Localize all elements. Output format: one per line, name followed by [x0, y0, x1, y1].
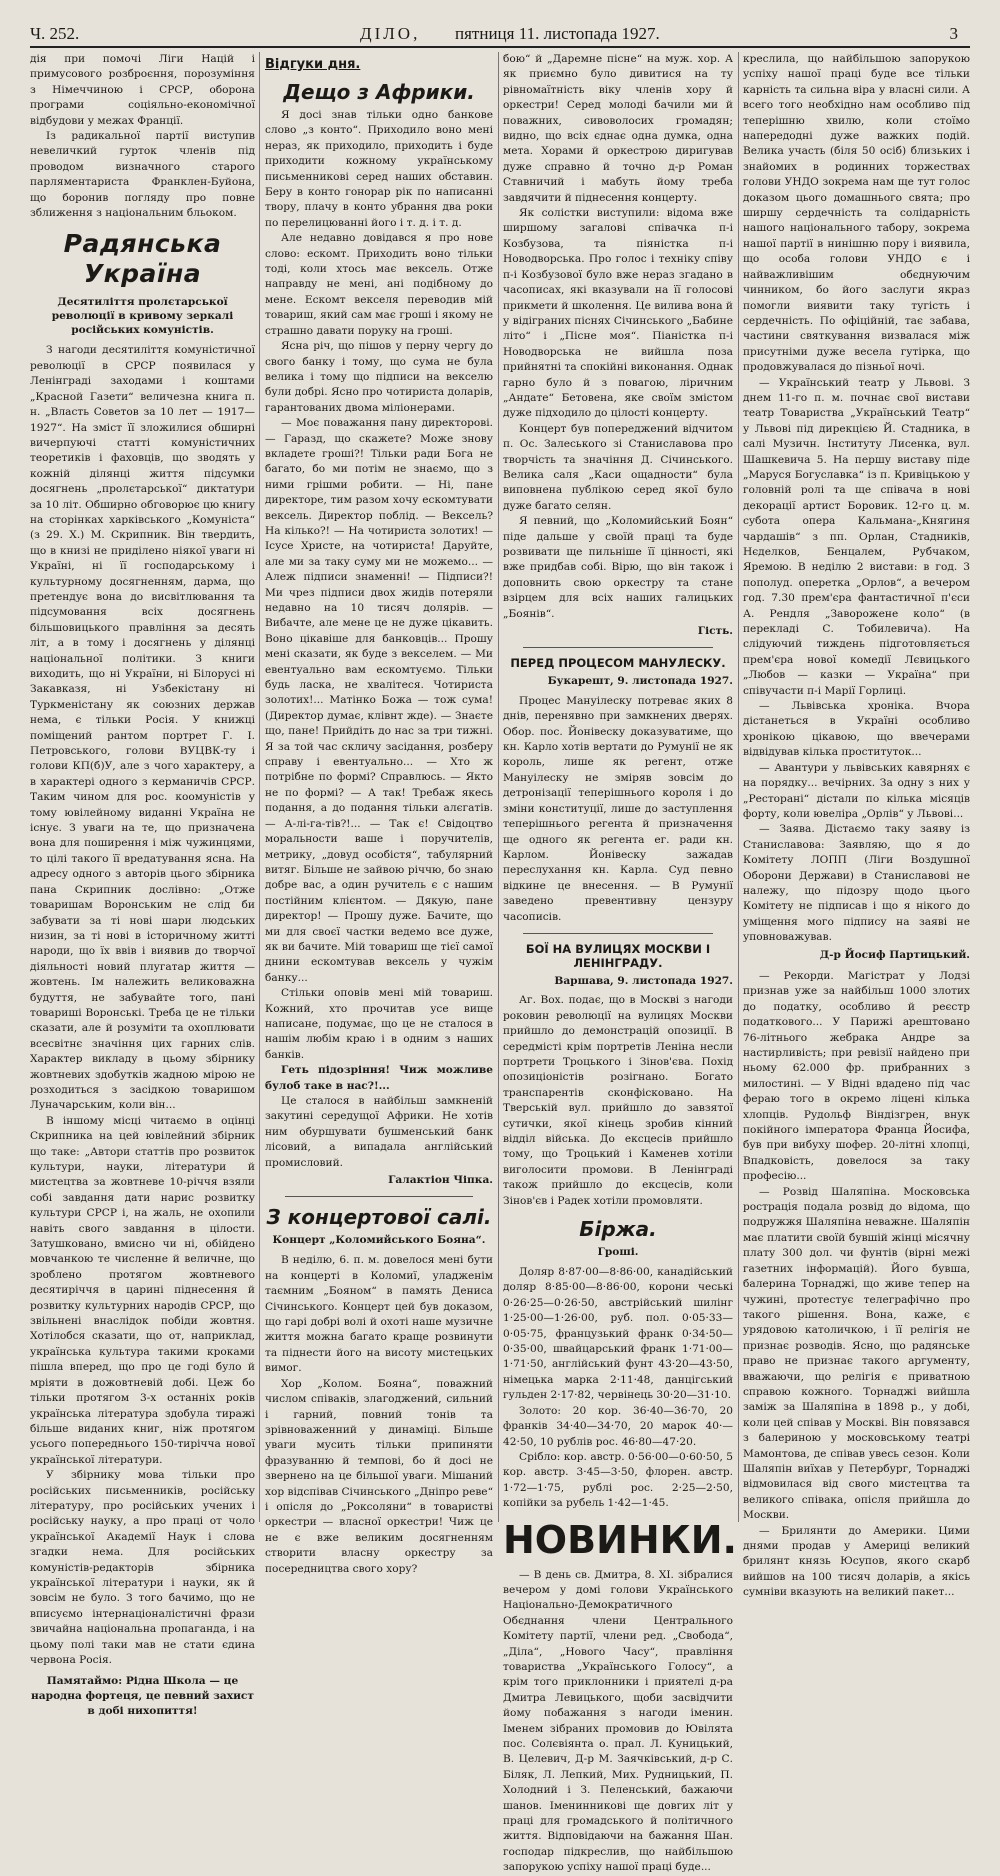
article-signature: Д-р Йосиф Партицький. [819, 948, 970, 961]
article-paragraph: — Український театр у Львові. З днем 11-го п. м. почнає свої вистави театр Товариства „Український Театр“ у Львові під дирекцією Й. Стадника, в салі Музичн. Інституту Лисенка, вул. Шашкевича 5. На першу виставу піде „Маруся Богуславка“ із п. Кривіцькою у головній ролі та ще співача в нові декорації артист Боровик. 12-го ц. м. субота опера Кальмана-„Княгиня чардашів“ з пп. Орлан, Стадників, Нєделков, Бенцалем, Рубчаком, Яремою. В неділю 2 вистави: в год. 3 пополуд. оперетка „Орлов“, а вечером год. 7.30 прем'єра фантастичної п'єси А. Рендля „Заворожене коло“ (в перекладі С. Тобилевича). На слідуючий тиждень підготовляється прем'єра нової комедії Лєвицького „Любов — казки — Україна“ при співучасти п-і Марії Горлиці. [743, 376, 970, 697]
article-dateline: Варшава, 9. листопада 1927. [554, 974, 733, 987]
article-paragraph: Як солістки виступили: відома вже ширшому загалові співачка п-і Козбузова, та піяністка п-і Новодворська. Про голос і техніку співу п-і Козбузової було вже нераз згадано в часописах, які вказували на її голосові прикмети й школення. Це вилива вона й у відіграних піснях Січинського „Бабине літо“ і „Пісне моя“. Піаністка п-і Новодворська не вийшла поза прийнятні та спокійні виконання. Однак гарно було й з повагою, ліричним „Андате“ Бетовена, яке своїм змістом дуже підходило до цілості концерту. [503, 207, 733, 420]
article-paragraph: В неділю, 6. п. м. довелося мені бути на концерті в Коломиї, уладженім таємним „Бояном“ в память Дениса Січинського. Концерт цей був доказом, що гарі добрі волі й охоті наше музичне життя можна багато краще розвинути та піднести його на висоту мистецьких вимог. [265, 1254, 493, 1375]
column-3 [503, 52, 737, 1874]
article-headline: Дещо з Африки. [283, 80, 475, 104]
article-paragraph: бою“ й „Даремне пісне“ на муж. хор. А як приємно було дивитися на ту рівномаїтність віку членів хору й оркестри! Серед молоді бачили ми й поважних, сивоволосих громадян; видно, що всіх єднає одна думка, одна мета. Хорами й оркестрою диригував дуже справно й точно д-р Роман Ставничий і мабуть йому треба завдячити й піднесення концерту. [503, 53, 733, 204]
separator [523, 933, 713, 934]
issue-number: Ч. 252. [30, 24, 80, 43]
article-paragraph: Хор „Колом. Бояна“, поважний числом співаків, злагоджений, сильний і гарний, повний тонів та зрівноваженний у динаміці. Більше уваги мусить тільки припиняти фразуванню й темпові, бо й досі не звернено на це більшої уваги. Мішаний хор відспівав Січинського „Дніпро реве“ і опісля до „Роксоляни“ в товаристві оркестри — власної оркестри! Чиж це не є вже великим досягненням створити власну оркестру за посередництва свого хору? [265, 1377, 493, 1575]
section-headline: Біржа. [579, 1217, 657, 1242]
article-signature: Галактіон Чіпка. [388, 1174, 493, 1187]
article-paragraph: — Брилянти до Америки. Цими днями продав у Америці великий брилянт князь Юсупов, якого скарб вийшов на 100 тисяч доларів, а якісь сумніви вказують на великий пакет... [743, 1524, 970, 1599]
article-paragraph: Процес Мануілеску потреває яких 8 днів, перенявно при замкнених дверях. Обор. пос. Йонівеску доказуватиме, що кн. Карло хотів вертати до Румунії не як король, лише як регент, отже Мануілеску не зміряв зовсім до детронізації теперішнього короля і до зміни конституції, лише до заступлення теперішнього регента й призначення ще одного як регента ег. ради кн. Карлом. Йонівеску зажадав переслухання кн. Карла. Суд певно відкине це внесення. — В Румунії заведено превентивну цензуру часописів. [503, 694, 733, 923]
article-paragraph: З нагоди десятиліття комуністичної революції в СРСР появилася у Ленінграді заходами і коштами „Красной Газети“ величезна книга п. н. „Власть Советов за 10 лет — 1917—1927“. На зміст її зложилися обширні вичерпуючі статті комуністичних теоретиків і фаховців, що зводять у кожній ділянці життя підсумки досягнень „пролєтарської“ диктатури за 10 літ. Обширно обговорює цю книгу на сторінках харківського „Комуніста“ (з 29. Х.) М. Скрипник. Він твердить, що в книзі не приділено ніякої уваги ні Україні, ні її господарському і культурному досягненням, дарма, що претендує вона до висвітлювання та підсумовання всіх досягнень більшовицького правління за десять літ, а в тому і досягнень у ділянці національної політики. З книги виходить, що ні України, ні Білорусі ні Закавказя, ні Узбекістану ні Туркменістану як союзних держав нема, є тільки Росія. У книжці поміщений рантом портрет Г. І. Петровського, голови ВУЦВК-ту і голови КП(б)У, але з чого характеру, а в характері одного з керманичів СРСР. Таким чином для рос. коомуністів у тому ювілейному виданні Україна не існує. З уваги на те, що призначена вона для поширення і між чужинцями, то цілі такого її вредатування ясна. На адресу одного з авторів цього збірника пана Скрипник дослівно: „Отже товаришам Воронським не слід би забувати за ті нові шари людських низин, за ті нові в історичному житті народи, що їх ввів і виявив до творчої діяльності новий плугатар життя — жовтень. Ім належить великоважна будуття, не забувайте того, пані товариші Воронські. Треба це не тільки сказати, але й розуміти та охоплювати всесвітнє значіння цих гарних слів. Характер викладу в цьому збірнику жовтневих здобутків жадною мірою не розходиться з засідкою товаришом Луначарським, коли він... [30, 344, 255, 1112]
article-paragraph: — Львівська хроніка. Вчора дістанеться в Україні особливо хронікою цікавою, що ввечерами відвідував кілька проституток... [743, 700, 970, 759]
article-paragraph: Аг. Вох. подає, що в Москві з нагоди роковин революції на вулицях Москви прийшло до демонстрацій опозиції. В середмісті крім портретів Леніна несли портрети Троцького і Зінов'єва. Похід опозиціоністів розігнано. Богато транспарентів сконфісковано. На Тверській вул. прийшло до завзятої сутички, якої кінець зробив кінний відділ війська. До ексцесів прийшло тому, що Троцький і Каменев хотіли виголосити промови. В Ленінграді також прийшло до ексцесів, коли Зінов'єв і Радек хотіли промовляти. [503, 994, 733, 1207]
article-paragraph: Але недавно довідався я про нове слово: ескомт. Приходить воно тільки тоді, коли хтось має вексель. Отже направду не мені, ані подібному до мене. Ескомт векселя переводив мій товариш, який сам має гроші і якому не страшно давати поруку на гроші. [265, 232, 493, 337]
silver-rates: Срібло: кор. австр. 0·56·00—0·60·50, 5 кор. австр. 3·45—3·50, флорен. австр. 1·72—1·75, рублі рос. 2·25—2·50, копійки за рубель 1·42—1·45. [503, 1450, 733, 1510]
article-headline: ПЕРЕД ПРОЦЕСОМ МАНУЛЕСКУ. [510, 656, 726, 671]
column-1 [30, 52, 255, 1718]
article-dialog: — Моє поважання пану директорові. — Гаразд, що скажете? Може знову вкладете гроші?! Тільки ради Бога не багато, бо ми потім не знаємо, що з ними грішми робити. — Ні, пане директоре, тим разом хочу ескомтувати вексель. Директор поблід. — Вексель? На кілько?! — На чотириста золотих! — Ісусе Христе, на чотириста! Даруйте, але ми за таку суму ми не можемо... — Алеж підписи знаменні! — Підписи?! Ми чрез підписи двох жидів потеряли недавно на 10 тисяч долярів. — Вибачте, але мене це не дуже цікавить. Воно цікавіше для банковців... Прошу мені сказати, як буде з векселем. — Ми евентуально вам ескомтуємо. Тільки будь ласка, не хвалітеся. Чотириста золотих!... Матінко Божа — тож сума! (Директор думає, клівнт жде). — Знаєте що, пане! Прийдіть до нас за три тижні. Я за той час скличу засідання, розберу справу і евентуально... — Хто ж потрібне по формі? Справлюсь. — Якто не по формі? — А так! Требаж якесь подання, а до подання тільки алєгатів. — А-лі-га-тів?!... — Так є! Свідоцтво моральности ваше і поручителів, метрику, „довуд особістя“, табулярний витяг. Більше не зайвою річчю, бо знаю добре вас, а один ручитель є с нашим постійним клієнтом. — Дякую, пане директор! — Прошу дуже. Бачите, що ми для своєї частки ведемо все дуже, як ви бачите. Мій товариш ще тієї самої днини ескомтував вексель у чужім банку... [265, 417, 493, 984]
article-subheadline: Концерт „Коломийського Бояна“. [272, 1234, 486, 1247]
article-headline: БОЇ НА ВУЛИЦЯХ МОСКВИ І ЛЕНІНГРАДУ. [525, 941, 711, 970]
section-subheadline: Гроші. [597, 1246, 639, 1259]
article-paragraph: дія при помочі Ліги Націй і примусового розброєння, порозуміння з Німеччиною і СРСР, оборона програми соціяльно-економічної відбудови у межах Франції. [30, 53, 255, 127]
article-paragraph: креслила, що найбільшою запорукою успіху нашої праці буде все тільки карність та сильна віра у власні сили. А всего того необхідно нам особливо під теперішню хвилю, коли стоїмо напередодні дуже важких подій. Велика участь (біля 50 осіб) близьких і знайомих в родинних торжествах голови УНДО зокрема нам ще тут голос доказом цього домашнього свята; про ширшу сердечність та солідарність нашого національного табору, зокрема нашої партії в нинішню пору і виявила, що особа голови УНДО є і найважливішим обєднуючим чинником, бо його заслуги якраз помогли виявити таку тугість і сердечність. По офіційній, тає забава, частини святкування визвалася між присутніми дуже весела гутірка, що продовжувалася до пізньої ночі. [743, 53, 970, 374]
section-headline: НОВИНКИ. [503, 1517, 737, 1562]
column-divider [259, 52, 260, 1522]
article-headline: Радянська Україна [63, 229, 222, 289]
article-paragraph: Ясна річ, що пішов у перну чергу до свого банку і тому, що сума не була велика і тому що підписи на векселю були добрі. Ясно про чотириста доларів, гарантованих двома міліонерами. [265, 340, 493, 414]
column-4 [743, 52, 970, 1599]
separator [285, 1196, 473, 1197]
article-paragraph: — В день св. Дмитра, 8. XI. зібралися вечером у домі голови Українського Національно-Демократичного Обєднання члени Центрального Комітету партії, члени ред. „Свобода“, „Діла“, „Нового Часу“, правління товариства „Українського Голосу“, а крім того приклонники і приятелі д-ра Дмитра Левицького, щоби засвідчити йому побажання з нагоди іменин. Іменем зібраних промовив до Ювілята пос. Солєвіянта о. прал. Л. Куницький, В. Целевич, Д-р М. Заячківський, д-р С. Біляк, Л. Лепкий, Мих. Рудницький, П. Холодний і З. Пеленський, бажаючи шанов. Іменинникові ще довгих літ у праці для громадського й політичного життя. Відповідаючи на бажання Шан. господар підкреслив, що найбільшою запорукою успіху нашої праці буде... [503, 1568, 733, 1874]
article-paragraph: Стільки оповів мені мій товариш. Кожний, хто прочитав усе вище написане, подумає, що це не сталося в нашім любім краю і в одним з наших банків. [265, 987, 493, 1061]
page-header [30, 20, 970, 46]
article-dateline: Букарешт, 9. листопада 1927. [547, 675, 733, 688]
gold-rates: Золото: 20 кор. 36·40—36·70, 20 франків 34·40—34·70, 20 марок 40·—42·50, 10 рублів рос. 46·80—47·20. [503, 1404, 733, 1448]
footnote-slogan: Памятаймо: Рідна Школа — це народна фортеця, це певний захист в добі нихопиття! [31, 1675, 254, 1718]
article-paragraph: В іншому місці читаємо в оцінці Скрипника на цей ювілейний збірник що таке: „Автори статтів про розвиток культури, науки, літератури й мистецтва за жовтневе 10-річчя взяли собі завдання дати нарис розвитку культури СРСР і, на жаль, не охопили навіть свого завдання в цілости. Затушковано, вмисно чи ні, обійдено мовчанкою те численне й величне, що зроблено протягом жовтневого десятиріччя в царині піднесення й розвитку культурних народів СРСР, що звільнені внаслідок побіди жовтня. Хотілобся сказати, що от, наприклад, українська культура такими кроками пішла вперед, що про це годі було й мріяти в дожовтневій добі. Цеж бо тільки протягом 3-х останніх років українська література здобула тиражі більше виданих книг, ніж протягом усього попереднього 150-тирічча нової української літератури. [30, 1114, 255, 1466]
article-signature: Гість. [697, 625, 733, 638]
article-headline: З концертової салі. [266, 1205, 492, 1230]
article-paragraph: Це сталося в найбільш замкненій закутині середущої Африки. Не хотів ним обуршувати бушменський банк лісовий, а випадала англійський промисловий. [265, 1095, 493, 1169]
column-divider [738, 52, 739, 1522]
issue-date: пятниця 11. листопада 1927. [455, 24, 660, 43]
exchange-rates: Доляр 8·87·00—8·86·00, канадійський доляр 8·85·00—8·86·00, корони чеські 0·26·25—0·26·50, австрійський шилінг 1·25·00—1·26·00, руб. пол. 0·05·33—0·05·75, французький франк 0·34·50—0·35·00, швайцарський франк 1·71·00—1·71·50, англійський фунт 43·20—43·50, німецька марка 2·11·48, данцігський гульден 2·17·82, червінець 30·20—31·10. [503, 1266, 733, 1402]
article-paragraph: Я досі знав тільки одно банкове слово „з конто“. Приходило воно мені нераз, як приходило, приходить і буде приходити кожному українському письменникові серед наших обставин. Беру в конто гонорар рік по написанні твору, плачу в конто убрання два роки по перелицюванні його і т. д. і т. д. [265, 109, 493, 229]
article-paragraph: — Авантури у львівських кавярнях є на порядку... вечірних. За одну з них у „Ресторані“ дістали по кілька місяців форту, коли ювеліра „Орлів“ у Львові... [743, 761, 970, 820]
article-paragraph: — Розвід Шаляпіна. Московська рострація подала розвід до відома, що подружжя Шаляпіна неважне. Шаляпін має платити своїй бувшій жінці місячну плату 300 дол. чи фунтів (вірні межі газетних інформацій). Його бувша, балерина Торнаджі, що живе тепер на чужині, протестує телеграфічно про такого рішення. Вона, каже, є урядовою католичкою, і її релігія не признає розводів. Ясно, що радянське право не признає такого аргументу, вважаючи, що релігія є приватною справою кожного. Торнаджі вийшла заміж за Шаляпіна в 1898 р., у добі, коли цей співав у Москві. Він повязався з балериною у московському театрі Мамонтова, де співав увесь сезон. Коли Шаляпін виїхав у Петербург, Торнаджі відмовилася від свого мистецтва та великого співака, опісля прийшла до Москви. [743, 1185, 970, 1522]
article-paragraph: — Рекорди. Магістрат у Лодзі признав уже за найбільш 1000 злотих до податку, особливо й реєстр податкового... У Парижі арештовано 76-літнього жебрака Андре за настирливість; при ревізії найдено при ньому 62.000 фр. прибранних з милостині. — У Відні вдадено під час фераю того в окремо ліцені кілька хлопців. Рудольф Віндізгрен, внук покійного імператора Франца Йосифа, був при вибуху шофер. 20-літні хлопці, Впадковість, довелося за таку професію... [743, 969, 970, 1183]
article-paragraph: Геть підозріння! Чиж можливе булоб таке в нас?!... [265, 1064, 493, 1092]
separator [523, 647, 713, 648]
article-paragraph: — Заява. Дістаємо таку заяву із Станиславова: Заявляю, що я до Комітету ЛОПП (Ліги Воздушної Оборони Держави) в Станиславові не належу, що підозру щодо цього Комітету не підписав і що я нікого до уміщення мого підпису на заяві не уповноважував. [743, 823, 970, 944]
rubric-title: Відгуки дня. [265, 57, 361, 72]
article-paragraph: Із радикальної партії виступив невеличкий гурток членів під проводом визначного старого парляментариста Франклен-Буйона, що боронив погляду про повне зближення з національним бльоком. [30, 130, 255, 220]
newspaper-title: ДІЛО, [360, 24, 421, 43]
article-paragraph: У збірнику мова тільки про російських письменників, російську літературу, про російських учених і російську науку, а про праці от чоло української Академії Наук і слова згадки нема. Для російських комуністів-редакторів збірника української літератури і науки, як й зовсім не було. З того бачимо, що не вписуємо інтернаціоналістичні фрази звичайна національна пропаганда, і на цьому полі таки мав не стати єдина червона Росія. [30, 1469, 255, 1666]
header-rule [30, 46, 970, 48]
article-paragraph: Концерт був попереджений відчитом п. Ос. Залеського зі Станиславова про творчість та значіння Д. Січинського. Велика саля „Каси ощадности“ була виповнена публікою серед якої було дуже багато селян. [503, 422, 733, 512]
article-subheadline: Десятиліття пролєтарської революції в кривому зеркалі російських комуністів. [51, 296, 234, 337]
column-2 [265, 52, 493, 1575]
page-number: 3 [949, 24, 958, 43]
article-paragraph: Я певний, що „Коломийський Боян“ піде дальше у своїй праці та буде розвивати ще пильніше її цінності, які вже придбав собі. Вірю, що він також і доповнить свою оркестру та стане взірцем для всіх наших галицьких „Боянів“. [503, 515, 733, 620]
column-divider [498, 52, 499, 1522]
